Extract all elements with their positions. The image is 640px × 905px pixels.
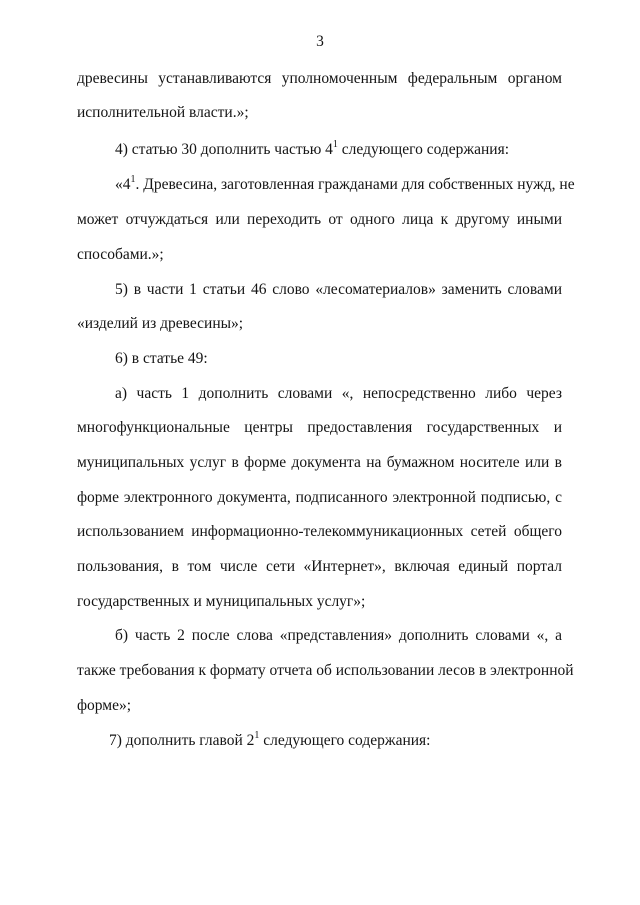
text-line: форме электронного документа, подписанного электронной подписью, с [77, 489, 562, 506]
superscript: 1 [332, 139, 338, 150]
paragraph-item-5: 5) в части 1 статьи 46 слово «лесоматериалов» заменить словами [115, 281, 562, 298]
subparagraph-b: б) часть 2 после слова «представления» дополнить словами «, а [115, 627, 562, 644]
page-number: 3 [316, 33, 324, 50]
superscript: 1 [130, 174, 136, 185]
superscript: 1 [254, 730, 260, 741]
text-line: древесины устанавливаются уполномоченным федеральным органом [77, 70, 562, 87]
text-line: форме»; [77, 697, 132, 714]
text-span: . Древесина, заготовленная гражданами для собственных нужд, не [135, 176, 575, 193]
paragraph-item-4 [115, 140, 562, 160]
text-line: исполнительной власти.»; [77, 104, 249, 121]
text-line: муниципальных услуг в форме документа на бумажном носителе или в [77, 454, 562, 471]
text-line: государственных и муниципальных услуг»; [77, 593, 366, 610]
text-line: многофункциональные центры предоставления государственных и [77, 419, 562, 436]
text-line: использованием информационно-телекоммуникационных сетей общего [77, 523, 562, 540]
text-line: способами.»; [77, 246, 164, 263]
text-span: следующего содержания: [337, 141, 510, 158]
paragraph-item-6: 6) в статье 49: [115, 350, 208, 367]
quote-line [115, 174, 575, 195]
text-span: 4) статью 30 дополнить частью 4 [115, 141, 333, 158]
text-line: может отчуждаться или переходить от одного лица к другому иными [77, 211, 562, 228]
subparagraph-a: а) часть 1 дополнить словами «, непосредственно либо через [115, 385, 562, 402]
text-span: 7) дополнить главой 2 [109, 732, 255, 749]
text-line: также требования к формату отчета об использовании лесов в электронной [77, 662, 574, 679]
text-line: пользования, в том числе сети «Интернет», включая единый портал [77, 558, 562, 575]
text-span: следующего содержания: [259, 732, 431, 749]
paragraph-item-7 [109, 731, 562, 751]
text-line: «изделий из древесины»; [77, 315, 244, 332]
text-span: «4 [115, 176, 131, 193]
